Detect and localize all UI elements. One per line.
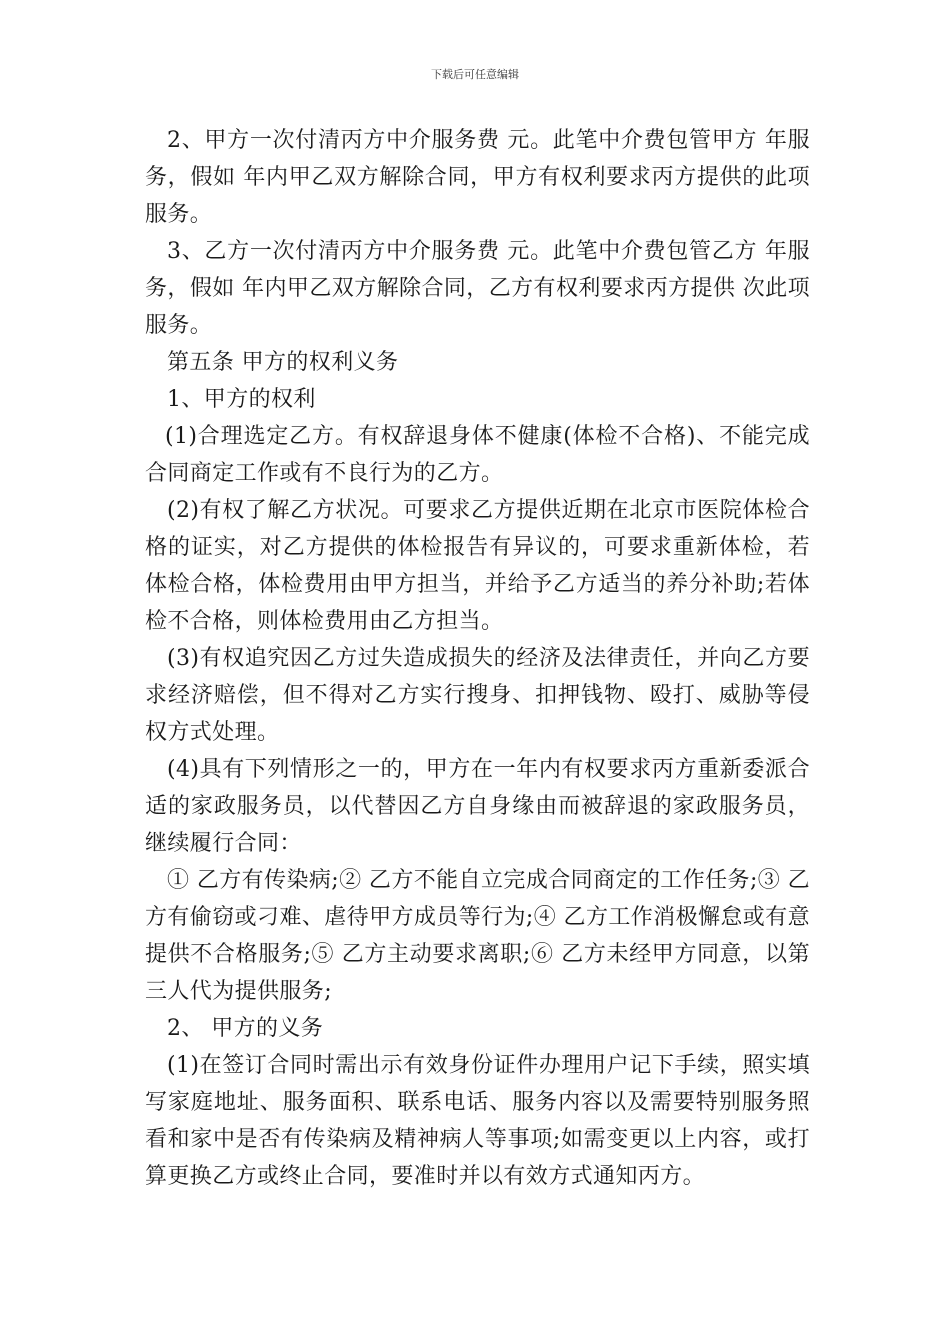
clause-list-paragraph: ① 乙方有传染病;② 乙方不能自立完成合同商定的工作任务;③ 乙方有偷窃或刁难、虐待甲方成员等行为;④ 乙方工作消极懈怠或有意提供不合格服务;⑤ 乙方主动要求离职;⑥ 乙方未经甲方同意，以第三人代为提供服务; [145, 868, 810, 1004]
clause-paragraph: (3)有权追究因乙方过失造成损失的经济及法律责任，并向乙方要求经济赔偿，但不得对乙方实行搜身、扣押钱物、殴打、威胁等侵权方式处理。 [145, 646, 810, 745]
clause-paragraph: 3、乙方一次付清丙方中介服务费 元。此笔中介费包管乙方 年服务，假如 年内甲乙双方解除合同，乙方有权利要求丙方提供 次此项服务。 [145, 239, 810, 338]
clause-paragraph: (2)有权了解乙方状况。可要求乙方提供近期在北京市医院体检合格的证实，对乙方提供的体检报告有异议的，可要求重新体检，若体检合格，体检费用由甲方担当，并给予乙方适当的养分补助;若体检不合格，则体检费用由乙方担当。 [145, 498, 810, 634]
section-heading: 2、 甲方的义务 [167, 1016, 324, 1041]
clause-paragraph: 2、甲方一次付清丙方中介服务费 元。此笔中介费包管甲方 年服务，假如 年内甲乙双方解除合同，甲方有权利要求丙方提供的此项服务。 [145, 128, 810, 227]
clause-paragraph: (1)在签订合同时需出示有效身份证件办理用户记下手续，照实填写家庭地址、服务面积、联系电话、服务内容以及需要特别服务照看和家中是否有传染病及精神病人等事项;如需变更以上内容，或打算更换乙方或终止合同，要准时并以有效方式通知丙方。 [145, 1053, 810, 1189]
page-header-note: 下载后可任意编辑 [431, 68, 519, 81]
section-heading: 1、甲方的权利 [167, 387, 316, 412]
clause-paragraph: (4)具有下列情形之一的，甲方在一年内有权要求丙方重新委派合适的家政服务员，以代替因乙方自身缘由而被辞退的家政服务员，继续履行合同： [145, 757, 810, 856]
clause-paragraph: (1)合理选定乙方。有权辞退身体不健康(体检不合格)、不能完成合同商定工作或有不良行为的乙方。 [145, 424, 810, 486]
document-body [145, 122, 810, 1195]
article-heading: 第五条 甲方的权利义务 [167, 350, 399, 375]
